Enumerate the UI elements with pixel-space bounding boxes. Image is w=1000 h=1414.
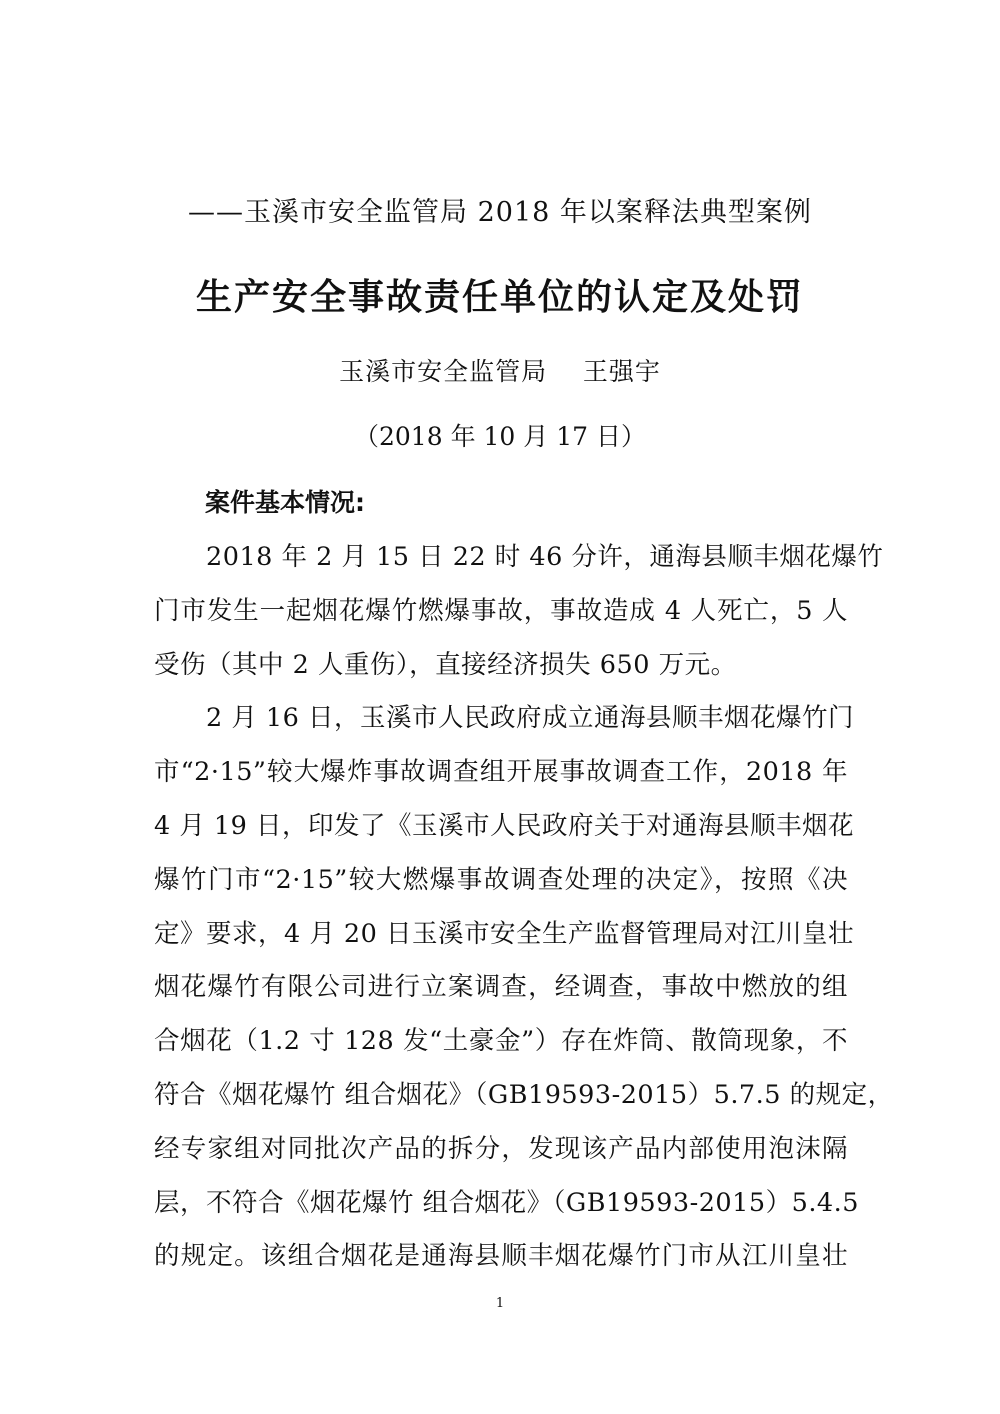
- paragraph-line: 符合《烟花爆竹 组合烟花》（GB19593-2015）5.7.5 的规定，: [154, 1079, 894, 1110]
- paragraph-line: 爆竹门市“2·15”较大燃爆事故调查处理的决定》，按照《决: [154, 864, 848, 895]
- paragraph-line: 合烟花（1.2 寸 128 发“土豪金”）存在炸筒、散筒现象，不: [154, 1026, 848, 1057]
- paragraph-line: 烟花爆竹有限公司进行立案调查，经调查，事故中燃放的组: [154, 972, 848, 1003]
- paragraph-line: 经专家组对同批次产品的拆分，发现该产品内部使用泡沫隔: [154, 1133, 848, 1164]
- paragraph-line: 层，不符合《烟花爆竹 组合烟花》（GB19593-2015）5.4.5: [154, 1187, 859, 1218]
- document-date: （2018 年 10 月 17 日）: [354, 422, 646, 451]
- paragraph-line: 的规定。该组合烟花是通海县顺丰烟花爆竹门市从江川皇壮: [154, 1241, 848, 1272]
- document-title: 生产安全事故责任单位的认定及处罚: [195, 277, 804, 318]
- paragraph-line: 市“2·15”较大爆炸事故调查组开展事故调查工作，2018 年: [154, 757, 848, 788]
- section-heading: 案件基本情况:: [205, 488, 365, 517]
- paragraph-line: 4 月 19 日，印发了《玉溪市人民政府关于对通海县顺丰烟花: [154, 810, 854, 841]
- page-number: 1: [495, 1296, 505, 1311]
- paragraph-line: 2 月 16 日，玉溪市人民政府成立通海县顺丰烟花爆竹门: [206, 703, 854, 734]
- paragraph-line: 门市发生一起烟花爆竹燃爆事故，事故造成 4 人死亡，5 人: [154, 595, 848, 626]
- paragraph-line: 受伤（其中 2 人重伤），直接经济损失 650 万元。: [154, 649, 737, 680]
- author-line: 玉溪市安全监管局 王强宇: [339, 357, 661, 386]
- body-text: [154, 536, 894, 1289]
- paragraph-line: 2018 年 2 月 15 日 22 时 46 分许，通海县顺丰烟花爆竹: [206, 542, 884, 572]
- document-subtitle: ——玉溪市安全监管局 2018 年以案释法典型案例: [188, 197, 812, 228]
- paragraph-line: 定》要求，4 月 20 日玉溪市安全生产监督管理局对江川皇壮: [154, 918, 854, 949]
